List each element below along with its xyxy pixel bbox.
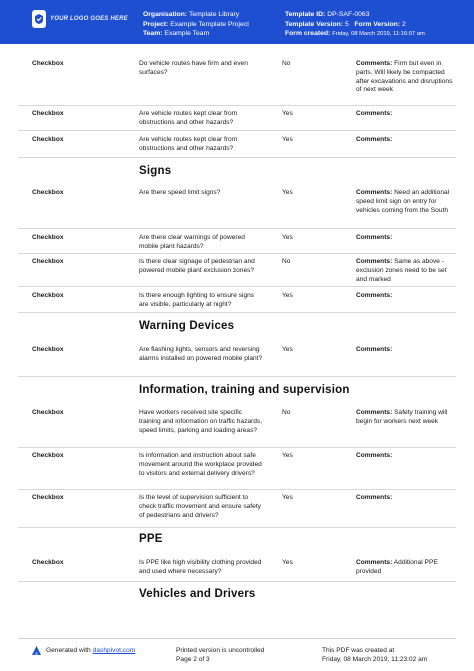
row-type: Checkbox xyxy=(32,136,64,143)
project-label: Project: xyxy=(143,20,169,28)
row-question: Is information and instruction about safe movement around the workplace provided to visitors and external delivery drivers? xyxy=(139,452,262,477)
row-comment xyxy=(356,189,456,215)
row-answer[interactable]: No xyxy=(282,409,291,416)
row-type: Checkbox xyxy=(32,292,64,299)
comment-text: Need an additional speed limit sign on entry for vehicles coming from the South xyxy=(356,189,450,214)
comment-label: Comments: xyxy=(356,189,393,196)
row-divider xyxy=(18,286,456,287)
row-divider xyxy=(18,157,456,158)
document-footer xyxy=(0,638,474,671)
team-value: Example Team xyxy=(164,30,210,38)
header-template-block xyxy=(285,10,425,40)
row-type: Checkbox xyxy=(32,189,64,196)
row-answer[interactable]: Yes xyxy=(282,189,293,196)
row-type: Checkbox xyxy=(32,234,64,241)
comment-label: Comments: xyxy=(356,136,393,143)
row-type: Checkbox xyxy=(32,409,64,416)
comment-label: Comments: xyxy=(356,60,393,67)
row-comment xyxy=(356,258,456,284)
section-heading-vehicles-drivers: Vehicles and Drivers xyxy=(139,588,256,600)
row-divider xyxy=(18,581,456,582)
form-version-label: Form Version: xyxy=(354,20,401,28)
row-answer[interactable]: Yes xyxy=(282,234,293,241)
row-type: Checkbox xyxy=(32,559,64,566)
row-divider xyxy=(18,312,456,313)
row-question: Are vehicle routes kept clear from obstructions and other hazards? xyxy=(139,136,238,152)
row-comment xyxy=(356,136,456,145)
row-comment xyxy=(356,559,456,577)
row-type: Checkbox xyxy=(32,452,64,459)
company-logo xyxy=(32,10,128,28)
form-created-label: Form created: xyxy=(285,30,331,38)
team-label: Team: xyxy=(143,30,163,38)
row-question: Is there clear signage of pedestrian and powered mobile plant exclusion zones? xyxy=(139,258,255,274)
row-question: Are there speed limit signs? xyxy=(139,189,221,196)
row-comment xyxy=(356,292,456,301)
generated-prefix: Generated with xyxy=(46,647,91,654)
project-value: Example Template Project xyxy=(170,20,250,28)
row-divider xyxy=(18,489,456,490)
row-divider xyxy=(18,105,456,106)
row-question: Are vehicle routes kept clear from obstructions and other hazards? xyxy=(139,110,238,126)
row-comment xyxy=(356,346,456,355)
template-id-label: Template ID: xyxy=(285,11,326,18)
form-created-value: Friday, 08 March 2019, 11:16:07 am xyxy=(332,31,425,38)
row-type: Checkbox xyxy=(32,258,64,265)
organisation-label: Organisation: xyxy=(143,11,188,18)
comment-label: Comments: xyxy=(356,494,393,501)
row-answer[interactable]: Yes xyxy=(282,110,293,117)
comment-label: Comments: xyxy=(356,452,393,459)
header-org-block xyxy=(143,10,249,39)
row-answer[interactable]: Yes xyxy=(282,346,293,353)
organisation-value: Template Library xyxy=(188,11,240,18)
row-divider xyxy=(18,447,456,448)
dashpivot-logo-icon xyxy=(32,646,41,655)
row-type: Checkbox xyxy=(32,494,64,501)
row-question: Have workers received site specific training and information on traffic hazards, speed limits, parking and loading areas? xyxy=(139,409,263,434)
row-comment xyxy=(356,234,456,243)
row-divider xyxy=(18,376,456,377)
row-comment xyxy=(356,452,456,461)
dashpivot-link[interactable]: dashpivot.com xyxy=(92,647,136,654)
comment-text: Additional PPE provided xyxy=(356,559,438,575)
section-heading-warning-devices: Warning Devices xyxy=(139,320,235,332)
comment-label: Comments: xyxy=(356,292,393,299)
comment-text: Firm but even in parts. Will likely be compacted after excavations and disruptions of next week xyxy=(356,60,453,94)
row-comment xyxy=(356,60,456,95)
row-comment xyxy=(356,494,456,503)
comment-label: Comments: xyxy=(356,110,393,117)
footer-divider xyxy=(18,638,456,639)
pdf-created-date: Friday, 08 March 2019, 11:23:02 am xyxy=(322,656,428,663)
comment-text: Same as above - exclusion zones need to be set and marked xyxy=(356,258,447,283)
row-divider xyxy=(18,130,456,131)
row-type: Checkbox xyxy=(32,60,64,67)
row-divider xyxy=(18,527,456,528)
footer-created-info xyxy=(322,646,427,664)
section-heading-ppe: PPE xyxy=(139,533,163,545)
comment-label: Comments: xyxy=(356,258,393,265)
row-divider xyxy=(18,253,456,254)
row-comment xyxy=(356,409,456,427)
row-type: Checkbox xyxy=(32,110,64,117)
template-version-label: Template Version: xyxy=(285,20,344,28)
template-id-value: DP-SAF-0063 xyxy=(327,11,370,18)
row-answer[interactable]: No xyxy=(282,258,291,265)
document-header xyxy=(0,0,474,44)
section-heading-information-training: Information, training and supervision xyxy=(139,384,350,396)
row-question: Do vehicle routes have firm and even surfaces? xyxy=(139,60,248,76)
row-answer[interactable]: Yes xyxy=(282,452,293,459)
row-answer[interactable]: No xyxy=(282,60,291,67)
comment-label: Comments: xyxy=(356,559,393,566)
footer-page-info xyxy=(176,646,264,664)
printed-version-note: Printed version is uncontrolled xyxy=(176,647,265,654)
form-version-value: 2 xyxy=(401,20,406,28)
row-divider xyxy=(18,228,456,229)
comment-label: Comments: xyxy=(356,346,393,353)
row-question: Is there enough lighting to ensure signs are visible, particularly at night? xyxy=(139,292,255,308)
comment-label: Comments: xyxy=(356,409,393,416)
template-version-value: 5 xyxy=(344,20,349,28)
row-question: Is the level of supervision sufficient to check traffic movement and ensure safety of pedestrians and drivers? xyxy=(139,494,261,519)
row-question: Is PPE like high visibility clothing provided and used where necessary? xyxy=(139,559,262,575)
row-answer[interactable]: Yes xyxy=(282,559,293,566)
section-heading-signs: Signs xyxy=(139,165,172,177)
page-number: Page 2 of 3 xyxy=(176,656,210,663)
row-answer[interactable]: Yes xyxy=(282,292,293,299)
generated-with xyxy=(32,646,135,655)
row-question: Are there clear warnings of powered mobile plant hazards? xyxy=(139,234,245,250)
row-question: Are flashing lights, sensors and reversing alarms installed on powered mobile plant? xyxy=(139,346,263,362)
pdf-created-label: This PDF was created at xyxy=(322,647,395,654)
row-answer[interactable]: Yes xyxy=(282,136,293,143)
row-answer[interactable]: Yes xyxy=(282,494,293,501)
logo-badge-icon xyxy=(32,10,46,28)
logo-text: YOUR LOGO GOES HERE xyxy=(50,16,128,22)
row-comment xyxy=(356,110,456,119)
comment-text: Safety training will begin for workers next week xyxy=(356,409,448,425)
comment-label: Comments: xyxy=(356,234,393,241)
row-type: Checkbox xyxy=(32,346,64,353)
